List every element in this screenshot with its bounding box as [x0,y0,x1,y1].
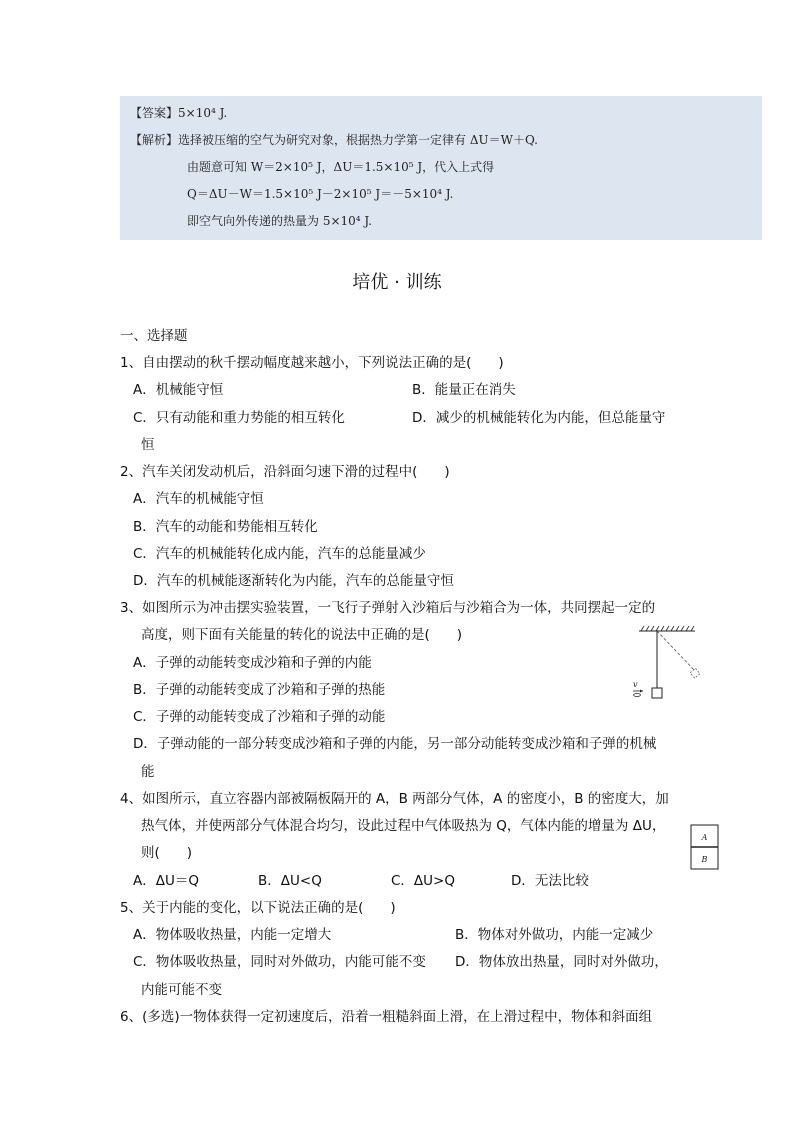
gas-b-label: B [701,855,708,864]
q3-option-a: A．子弹的动能转变成沙箱和子弹的内能 [133,655,372,671]
sandbox [652,688,662,698]
ballistic-pendulum-figure [625,624,705,704]
q5-option-a: A．物体吸收热量，内能一定增大 [133,927,332,943]
container-figure [690,824,720,870]
analysis-line-1 [130,131,538,148]
q6-stem: 6、(多选)一物体获得一定初速度后，沿着一粗糙斜面上滑，在上滑过程中，物体和斜面组 [120,1009,653,1025]
q1-option-c: C．只有动能和重力势能的相互转化 [133,410,345,426]
q5-option-d: D．物体放出热量，同时对外做功， [455,954,668,970]
part-heading: 一、选择题 [120,328,188,344]
analysis-tag: 【解析】 [130,133,179,147]
q3-stem-1: 3、如图所示为冲击摆实验装置，一飞行子弹射入沙箱后与沙箱合为一体，共同摆起一定的 [120,600,656,616]
analysis-line-2: 由题意可知 W＝2×10⁵ J，ΔU＝1.5×10⁵ J，代入上式得 [187,160,495,174]
bullet [634,694,641,697]
q5-option-b: B．物体对外做功，内能一定减少 [455,927,654,943]
q2-option-c: C．汽车的机械能转化成内能，汽车的总能量减少 [133,546,426,562]
q3-option-d: D．子弹动能的一部分转变成沙箱和子弹的内能，另一部分动能转变成沙箱和子弹的机械 [133,736,657,752]
q3-option-c: C．子弹的动能转变成了沙箱和子弹的动能 [133,709,386,725]
q2-stem: 2、汽车关闭发动机后，沿斜面匀速下滑的过程中( ) [120,464,450,480]
q1-option-d: D．减少的机械能转化为内能，但总能量守 [412,410,666,426]
q4-option-d: D．无法比较 [511,873,589,889]
answer-box [120,96,762,240]
q3-stem-2: 高度，则下面有关能量的转化的说法中正确的是( ) [141,627,463,643]
swing-dashed-line [657,631,695,671]
q3-option-b: B．子弹的动能转变成了沙箱和子弹的热能 [133,682,386,698]
sandbox-raised [690,668,700,678]
q3-option-d-cont: 能 [141,764,155,780]
q4-stem-3: 则( ) [141,845,193,861]
velocity-label: v [633,680,638,689]
analysis-text-1: 选择被压缩的空气为研究对象，根据热力学第一定律有 ΔU＝W＋Q. [178,133,539,147]
q4-option-b: B．ΔU<Q [258,873,322,889]
q5-stem: 5、关于内能的变化，以下说法正确的是( ) [120,900,396,916]
q1-option-a: A．机械能守恒 [133,382,224,398]
q4-option-a: A．ΔU＝Q [133,873,199,889]
answer-value: 5×10⁴ J. [178,106,228,120]
analysis-line-4: 即空气向外传递的热量为 5×10⁴ J. [187,214,373,228]
q1-option-d-cont: 恒 [141,437,155,453]
answer-tag: 【答案】 [130,106,179,120]
q2-option-d: D．汽车的机械能逐渐转化为内能，汽车的总能量守恒 [133,573,454,589]
q4-stem-2: 热气体，并使两部分气体混合均匀，设此过程中气体吸热为 Q，气体内能的增量为 ΔU， [141,818,666,834]
gas-a-label: A [701,833,708,842]
ceiling-hatch [641,626,694,631]
q1-stem: 1、自由摆动的秋千摆动幅度越来越小，下列说法正确的是( ) [120,355,504,371]
section-title: 培优 · 训练 [352,272,442,293]
answer-line [130,104,227,121]
q2-option-a: A．汽车的机械能守恒 [133,491,264,507]
q5-option-c: C．物体吸收热量，同时对外做功，内能可能不变 [133,954,426,970]
velocity-arrowhead [640,690,643,693]
q4-stem-1: 4、如图所示，直立容器内部被隔板隔开的 A，B 两部分气体，A 的密度小，B 的密度大，加 [120,791,669,807]
q4-option-c: C．ΔU>Q [391,873,455,889]
analysis-line-3: Q＝ΔU－W＝1.5×10⁵ J－2×10⁵ J＝－5×10⁴ J. [187,187,454,201]
q2-option-b: B．汽车的动能和势能相互转化 [133,519,318,535]
q5-option-d-cont: 内能可能不变 [141,982,222,998]
q1-option-b: B．能量正在消失 [412,382,516,398]
